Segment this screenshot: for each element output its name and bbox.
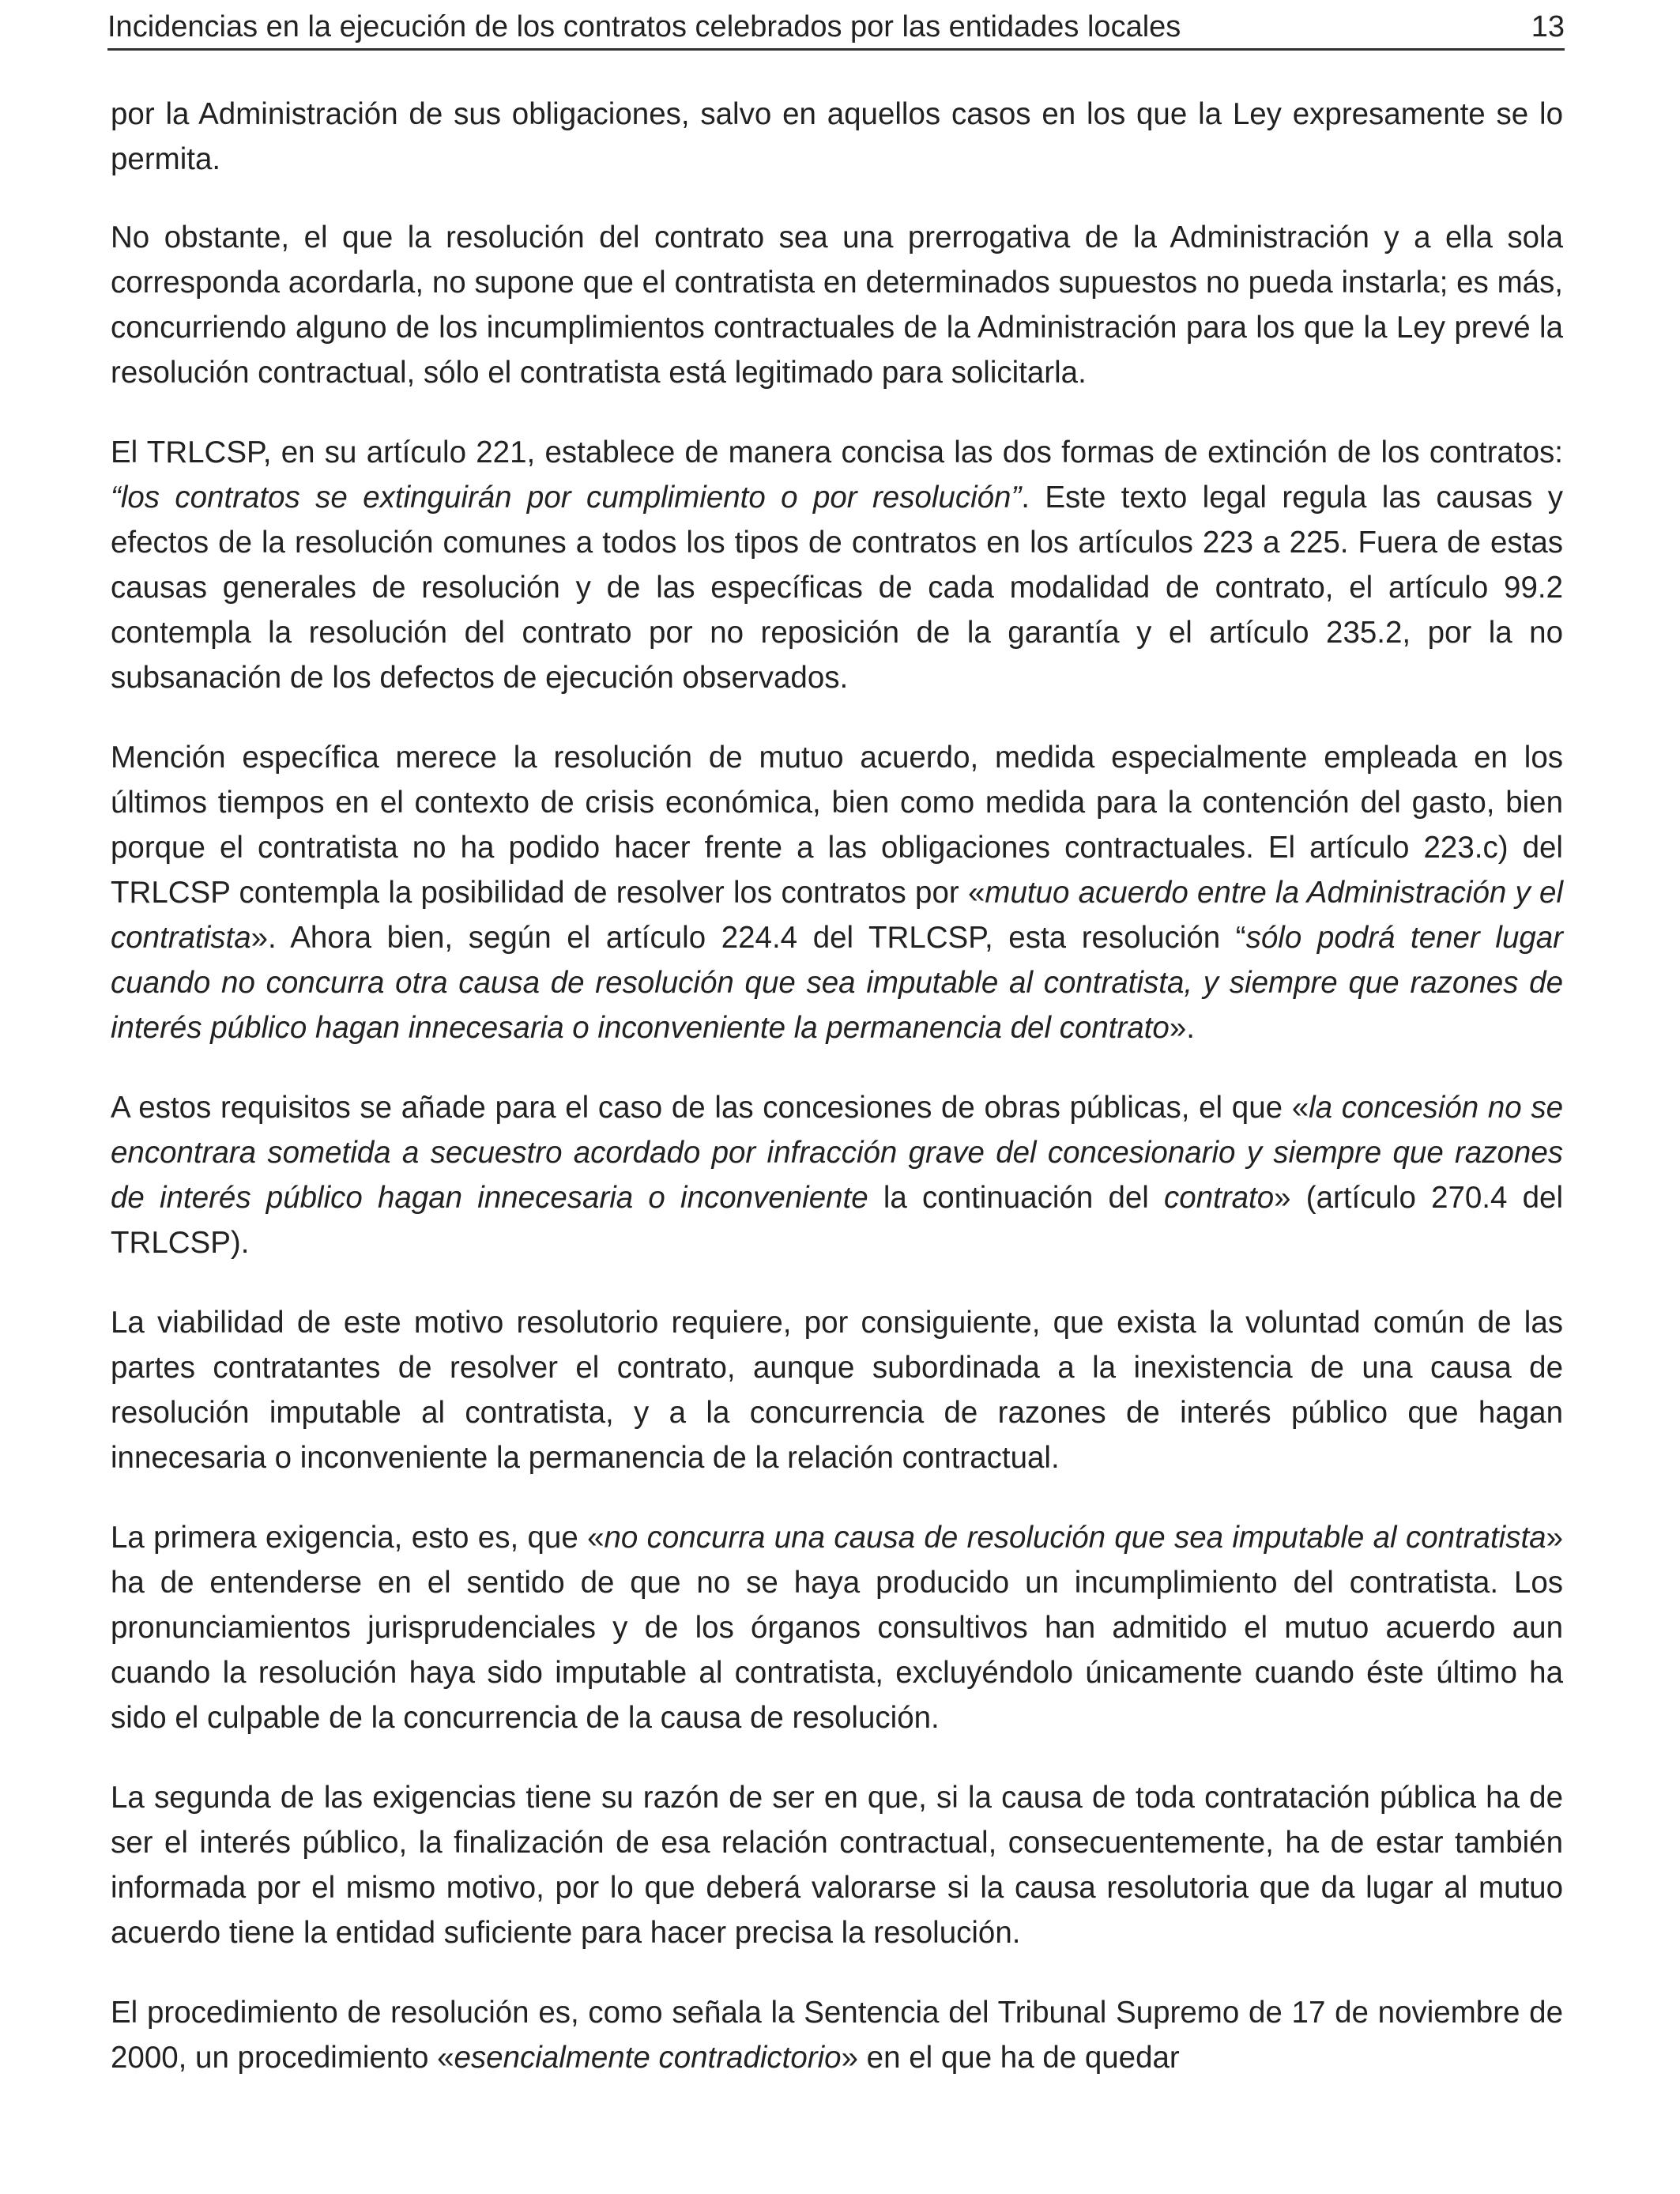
paragraph-7-text-b: » ha de entenderse en el sentido de que no se haya producido un incumplimiento del contratista. Los pronunciamientos jurisprudenciales y de los órganos consultivos han admitido el mutuo acuerdo aun cuando la resolución haya sido imputable al contratista, excluyéndolo únicamente cuando éste último ha sido el culpable de la concurrencia de la causa de resolución. [111, 1521, 1563, 1735]
paragraph-6-text: La viabilidad de este motivo resolutorio requiere, por consiguiente, que exista la voluntad común de las partes contratantes de resolver el contrato, aunque subordinada a la inexistencia de una causa de resolución imputable al contratista, y a la concurrencia de razones de interés público que hagan innecesaria o inconveniente la permanencia de la relación contractual. [111, 1306, 1563, 1475]
paragraph-5-text-b: la continuación del [883, 1181, 1165, 1215]
paragraph-7-quote: no concurra una causa de resolución que sea imputable al contratista [604, 1521, 1546, 1555]
paragraph-6 [111, 1300, 1563, 1480]
paragraph-4-quote-b: sólo podrá tener lugar cuando no concurra otra causa de resolución que sea imputable al contratista, y siempre que razones de interés público hagan innecesaria o inconveniente la permanencia del contrato [111, 921, 1563, 1045]
header-title: Incidencias en la ejecución de los contratos celebrados por las entidades locales [107, 10, 1181, 43]
paragraph-5 [111, 1085, 1563, 1265]
paragraph-9-quote: esencialmente contradictorio [454, 2041, 842, 2075]
paragraph-8-text: La segunda de las exigencias tiene su razón de ser en que, si la causa de toda contratación pública ha de ser el interés público, la finalización de esa relación contractual, consecuentemente, ha de estar también informada por el mismo motivo, por lo que deberá valorarse si la causa resolutoria que da lugar al mutuo acuerdo tiene la entidad suficiente para hacer precisa la resolución. [111, 1781, 1563, 1950]
paragraph-3-text-b: . Este texto legal regula las causas y efectos de la resolución comunes a todos los tipos de contratos en los artículos 223 a 225. Fuera de estas causas generales de resolución y de las específicas de cada modalidad de contrato, el artículo 99.2 contempla la resolución del contrato por no reposición de la garantía y el artículo 235.2, por la no subsanación de los defectos de ejecución observados. [111, 481, 1563, 695]
paragraph-4-text-c: ». [1169, 1011, 1195, 1045]
paragraph-4 [111, 735, 1563, 1050]
paragraph-9-text-b: » en el que ha de quedar [841, 2041, 1180, 2075]
paragraph-5-quote-b: contrato [1164, 1181, 1275, 1215]
paragraph-5-quote-a: la concesión no se encontrara sometida a secuestro acordado por infracción grave del concesionario y siempre que razones de interés público hagan innecesaria o inconveniente [111, 1091, 1563, 1215]
page-number: 13 [1531, 10, 1565, 43]
paragraph-4-text-a: Mención específica merece la resolución de mutuo acuerdo, medida especialmente empleada en los últimos tiempos en el contexto de crisis económica, bien como medida para la contención del gasto, bien porque el contratista no ha podido hacer frente a las obligaciones contractuales. El artículo 223.c) del TRLCSP contempla la posibilidad de resolver los contratos por « [111, 741, 1563, 910]
paragraph-5-text-c: » (artículo 270.4 del TRLCSP). [111, 1181, 1564, 1260]
paragraph-9-text-a: El procedimiento de resolución es, como señala la Sentencia del Tribunal Supremo de 17 de noviembre de 2000, un procedimiento « [111, 1996, 1563, 2075]
paragraph-7 [111, 1515, 1563, 1740]
paragraph-8 [111, 1775, 1563, 1955]
paragraph-2 [111, 215, 1563, 395]
paragraph-9 [111, 1990, 1563, 2080]
paragraph-2-text: No obstante, el que la resolución del contrato sea una prerrogativa de la Administración y a ella sola corresponda acordarla, no supone que el contratista en determinados supuestos no pueda instarla; es más, concurriendo alguno de los incumplimientos contractuales de la Administración para los que la Ley prevé la resolución contractual, sólo el contratista está legitimado para solicitarla. [111, 221, 1563, 390]
paragraph-7-text-a: La primera exigencia, esto es, que « [111, 1521, 605, 1555]
paragraph-4-quote-a: mutuo acuerdo entre la Administración y el contratista [111, 876, 1563, 955]
body-text [111, 92, 1563, 2115]
paragraph-3-text-a: El TRLCSP, en su artículo 221, establece de manera concisa las dos formas de extinción de los contratos: [111, 435, 1563, 469]
paragraph-1 [111, 92, 1563, 182]
paragraph-4-text-b: ». Ahora bien, según el artículo 224.4 del TRLCSP, esta resolución “ [250, 921, 1246, 955]
paragraph-5-text-a: A estos requisitos se añade para el caso de las concesiones de obras públicas, el que « [111, 1091, 1309, 1125]
paragraph-3-quote: “los contratos se extinguirán por cumplimiento o por resolución” [111, 481, 1022, 515]
paragraph-3 [111, 430, 1563, 700]
paragraph-1-text: por la Administración de sus obligaciones, salvo en aquellos casos en los que la Ley expresamente se lo permita. [111, 97, 1563, 176]
running-header [107, 6, 1565, 51]
